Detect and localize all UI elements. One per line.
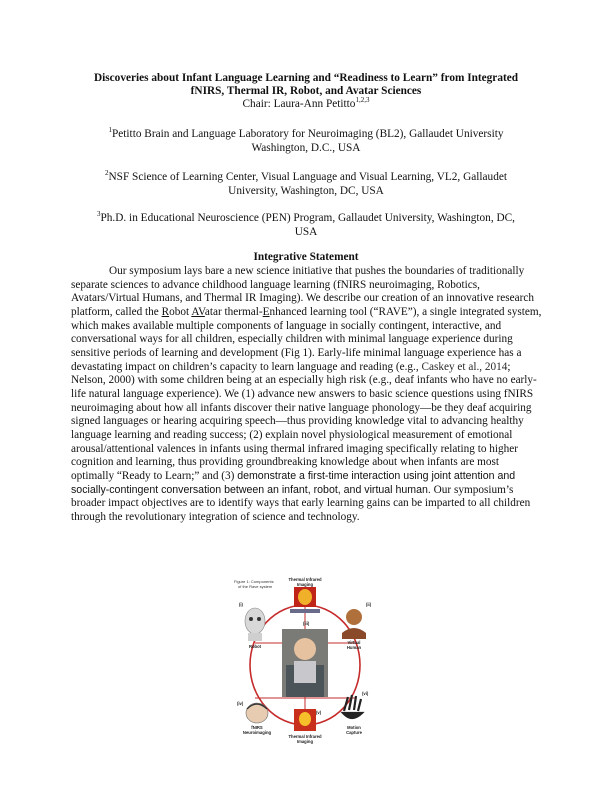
label-iv: (iv): [237, 701, 244, 706]
bottom-thermal-face: [299, 712, 311, 726]
virtual-human-label-1: Virtual: [347, 640, 361, 645]
statement-paragraph: [71, 265, 543, 524]
fnirs-label-1: fNIRS: [251, 725, 263, 730]
rave-system-figure: [230, 573, 380, 753]
label-iii: (iii): [303, 621, 310, 626]
infant-face: [294, 638, 316, 660]
robot-label: Robot: [248, 644, 262, 649]
robot-eye-left: [249, 617, 253, 621]
acronym-letters-av: AV: [191, 305, 205, 318]
affiliation-text: NSF Science of Learning Center, Visual Language and Visual Learning, VL2, Gallaudet: [108, 171, 507, 183]
fnirs-head: [246, 703, 268, 723]
motion-label-2: Capture: [346, 730, 362, 735]
figure-caption-line-2: of the Rave system: [238, 584, 273, 589]
bottom-thermal-label-2: Imaging: [296, 739, 314, 744]
chair-superscript: 1,2,3: [355, 96, 370, 105]
virtual-human-head: [346, 609, 362, 625]
infant-body: [294, 661, 316, 683]
robot-eye-right: [257, 617, 261, 621]
affiliation-1: [70, 127, 542, 155]
fnirs-label-2: Neuroimaging: [242, 730, 272, 735]
acronym-letter-r: R: [161, 305, 170, 318]
affiliation-number: 2: [105, 169, 109, 178]
affiliation-text-line2: University, Washington, DC, USA: [228, 185, 384, 197]
affiliation-number: 1: [108, 126, 112, 135]
bottom-thermal-label-1: Thermal Infrared: [288, 734, 322, 739]
statement-text-4: demonstrate a first-time interaction using joint attention and socially-contingent conversation between an infant, robot, and virtual human.: [71, 469, 516, 496]
statement-text-5: Our symposium’s broader impact objectives are to identify ways that early learning gains can be imparted to all children through the revolutionary integration of science and technology.: [71, 483, 531, 523]
robot-body: [248, 633, 262, 641]
affiliation-text-line2: Washington, D.C., USA: [251, 142, 361, 154]
chair-line: [60, 98, 552, 111]
statement-text-3: ; Nelson, 2000) with some children being at an especially high risk (e.g., deaf infants who have no early-life natural language experience). We (1) advance new answers to basic science questions using fNIRS neuroimaging about how all infants discover their native language phonology—be they deaf acquiring signed languages or hearing acquiring speech—thus providing knowledge vital to advancing healthy language learning and reading success; (2) explain novel physiological measurement of emotional arousal/attentional valences in infants using thermal infrared imaging specifically relating to higher cognition and learning, thus providing groundbreaking knowledge about when infants are most optimally “Ready to Learn;” and (3): [71, 360, 537, 482]
virtual-human-label-2: Human: [346, 645, 362, 650]
affiliation-text-line2: USA: [294, 226, 318, 238]
acronym-word-obot: obot: [169, 305, 192, 318]
label-v: (v): [316, 710, 322, 715]
top-thermal-label-2: Imaging: [296, 582, 314, 587]
citation-caskey: Caskey et al., 2014: [421, 360, 508, 373]
affiliation-text: Ph.D. in Educational Neuroscience (PEN) Program, Gallaudet University, Washington, DC,: [100, 212, 515, 224]
statement-text-1: Our symposium lays bare a new science initiative that pushes the boundaries of traditionally separate sciences to advance childhood language learning (fNIRS neuroimaging, Robotics, Avatars/Virtual Humans, and Thermal IR Imaging). We describe our creation of an innovative research platform, called the: [71, 265, 534, 318]
statement-text-2: nhanced learning tool (“RAVE”), a single integrated system, which makes available multiple components of language in socially contingent, interactive, and conversational ways for all children, especially children with minimal language experience during sensitive periods of learning and development (Fig 1). Early-life minimal language experience has a devastating impact on children’s capacity to learn language and reading (e.g.,: [71, 305, 542, 373]
label-vi: (vi): [362, 691, 369, 696]
figure-caption-line-1: Figure 1: Components: [234, 579, 274, 584]
affiliation-3: [70, 211, 542, 239]
chair-label: Chair: Laura-Ann Petitto: [242, 98, 356, 110]
affiliation-number: 3: [97, 210, 101, 219]
section-heading: Integrative Statement: [253, 251, 359, 263]
acronym-letter-e: E: [262, 305, 270, 318]
acronym-word-atar: atar thermal-: [204, 305, 263, 318]
label-i: (i): [239, 602, 243, 607]
title-line-2: fNIRS, Thermal IR, Robot, and Avatar Sciences: [190, 85, 422, 97]
affiliation-2: [70, 170, 542, 198]
top-thermal-bar: [290, 609, 320, 613]
top-thermal-face: [298, 589, 312, 605]
title-line-1: Discoveries about Infant Language Learning and “Readiness to Learn” from Integrated: [93, 72, 519, 84]
affiliation-text: Petitto Brain and Language Laboratory for Neuroimaging (BL2), Gallaudet University: [111, 128, 504, 140]
top-thermal-label-1: Thermal Infrared: [288, 577, 322, 582]
motion-label-1: Motion: [347, 725, 361, 730]
paper-title: [60, 72, 552, 98]
robot-head: [245, 608, 265, 634]
label-ii: (ii): [366, 602, 372, 607]
